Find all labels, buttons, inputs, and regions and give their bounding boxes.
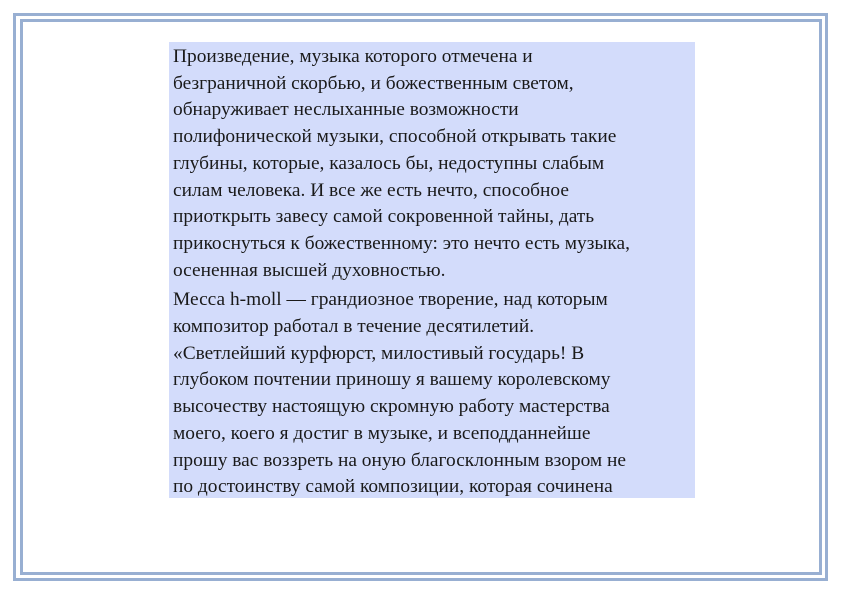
text-line: прикоснуться к божественному: это нечто есть музыка, bbox=[173, 232, 630, 254]
text-line: глубоком почтении приношу я вашему королевскому bbox=[173, 369, 611, 391]
text-line: полифонической музыки, способной открывать такие bbox=[173, 126, 617, 148]
text-line: приоткрыть завесу самой сокровенной тайны, дать bbox=[173, 206, 595, 228]
text-line: Произведение, музыка которого отмечена и bbox=[173, 46, 533, 67]
text-box bbox=[169, 42, 695, 498]
text-line: безграничной скорбью, и божественным светом, bbox=[173, 72, 574, 94]
text-line: «Светлейший курфюрст, милостивый государь! В bbox=[173, 342, 585, 364]
text-line: обнаруживает неслыханные возможности bbox=[173, 99, 519, 121]
text-line: Месса h-moll — грандиозное творение, над которым bbox=[173, 289, 608, 311]
paragraph-1 bbox=[173, 44, 691, 284]
text-line: глубины, которые, казалось бы, недоступны слабым bbox=[173, 152, 605, 174]
text-line: силам человека. И все же есть нечто, способное bbox=[173, 179, 569, 201]
text-line: композитор работал в течение десятилетий. bbox=[173, 316, 535, 338]
text-line: осененная высшей духовностью. bbox=[173, 259, 446, 281]
text-line: по достоинству самой композиции, которая сочинена bbox=[173, 476, 613, 498]
paragraph-2 bbox=[173, 287, 691, 498]
text-line: прошу вас воззреть на оную благосклонным взором не bbox=[173, 449, 627, 471]
text-line: моего, коего я достиг в музыке, и всеподданнейше bbox=[173, 422, 591, 444]
text-line: высочеству настоящую скромную работу мастерства bbox=[173, 396, 610, 418]
